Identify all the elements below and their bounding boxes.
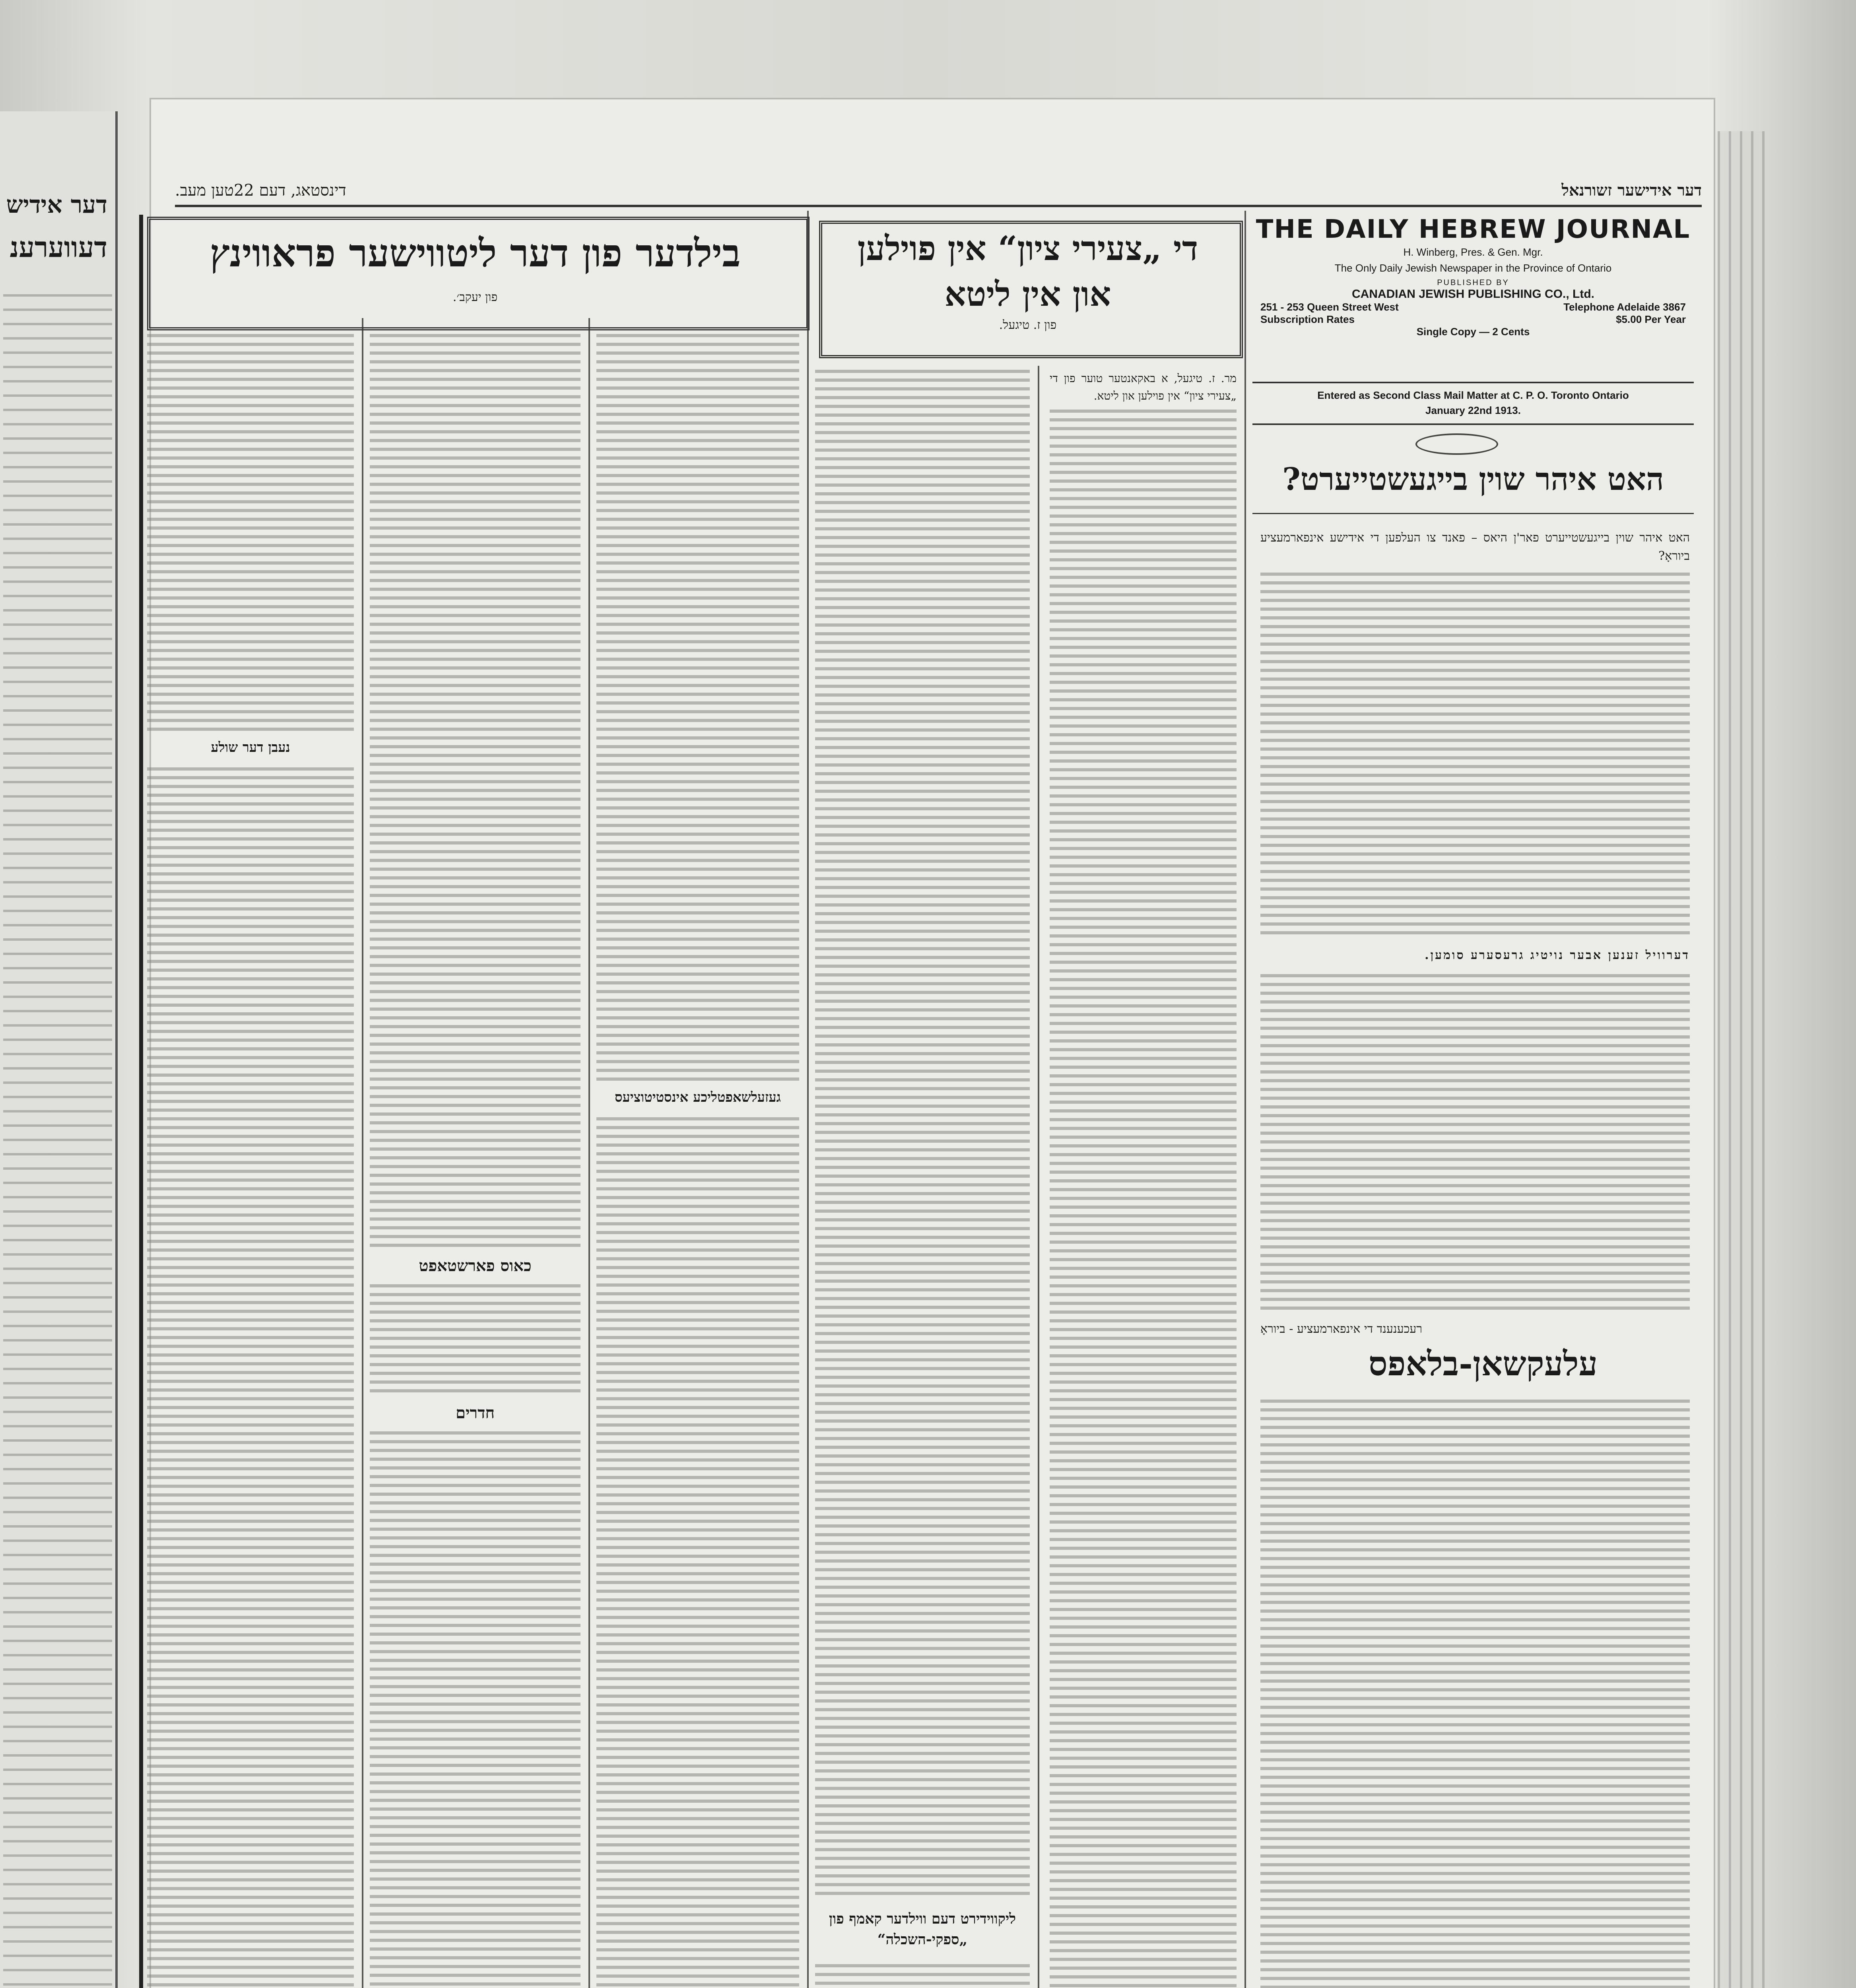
masthead-rule	[1252, 382, 1694, 383]
editorial-headline: האט איהר שוין בייגעשטייערט?	[1282, 461, 1664, 497]
entry-line-1: Entered as Second Class Mail Matter at C. P. O. Toronto Ontario	[1317, 389, 1629, 401]
left-section-heading: חדרים	[455, 1404, 495, 1422]
middle-text-block	[1050, 410, 1237, 1988]
masthead-rates-label: Subscription Rates	[1260, 313, 1355, 325]
middle-byline: פון ז. טיגעל.	[999, 318, 1057, 332]
editorial-subhead: עלעקשאן-בלאפס	[1368, 1344, 1598, 1383]
left-text-block	[596, 334, 799, 1081]
masthead-title: THE DAILY HEBREW JOURNAL	[1256, 215, 1691, 244]
column-rule	[588, 318, 590, 1988]
editorial-emphasis: דערוויל זענען אבער נויטיג גרעסערע סומען.	[1425, 948, 1690, 962]
left-text-block	[370, 334, 580, 1248]
column-rule	[1038, 366, 1039, 1988]
entry-line-2: January 22nd 1913.	[1425, 404, 1521, 416]
left-byline: פון יעקב׳.	[452, 290, 498, 304]
folio-date: דינסטאג, דעם 22טען מעב.	[175, 181, 346, 200]
left-text-block	[370, 1431, 580, 1988]
left-headline: בילדער פון דער ליטווישער פראווינץ	[210, 231, 741, 276]
editorial-signoff: רעכענענד די אינפארמעציע - ביוראָ	[1260, 1322, 1422, 1336]
headline-rule	[1252, 513, 1694, 514]
middle-text-block	[815, 1964, 1030, 1988]
masthead-rule	[1252, 423, 1694, 425]
folio-line	[175, 181, 1702, 205]
prev-page-heading: דעווערענ	[10, 231, 107, 264]
masthead-tagline: The Only Daily Jewish Newspaper in the Province of Ontario	[1334, 262, 1612, 274]
masthead-address: 251 - 253 Queen Street West	[1260, 301, 1399, 313]
left-text-block	[370, 1284, 580, 1396]
masthead-publisher: CANADIAN JEWISH PUBLISHING CO., Ltd.	[1351, 287, 1594, 301]
prev-page-heading: דער אידיש	[6, 191, 107, 219]
left-section-heading: נעבן דער שולע	[211, 740, 290, 755]
left-text-block	[147, 334, 354, 732]
top-rule	[175, 205, 1702, 207]
column-rule	[807, 211, 809, 1988]
masthead-telephone: Telephone Adelaide 3867	[1563, 301, 1686, 313]
editorial-text-block	[1260, 573, 1690, 938]
middle-text-block	[815, 370, 1030, 1901]
editorial-text-block	[1260, 1400, 1690, 1988]
masthead-address-row	[1252, 301, 1694, 313]
prev-page-text	[3, 294, 112, 1988]
previous-page-edge	[0, 111, 118, 1988]
middle-subhead: ליקווידירט דעם ווילדער קאמף פון „ספקי-השכלה“	[829, 1910, 1016, 1948]
left-section-heading: כאוס פארשטאפט	[419, 1256, 532, 1275]
left-section-heading: געזעלשאפטליכע אינסטיטוציעס	[615, 1089, 781, 1105]
column-rule	[139, 215, 143, 1988]
ornament-divider	[1415, 433, 1498, 455]
masthead-entry-notice	[1252, 388, 1694, 418]
masthead-manager: H. Winberg, Pres. & Gen. Mgr.	[1403, 246, 1543, 258]
column-rule	[362, 318, 363, 1988]
page-stack-edge	[1718, 131, 1765, 1988]
masthead-published-by: PUBLISHED BY	[1437, 278, 1509, 287]
folio-title: דער אידישער זשורנאל	[1561, 181, 1702, 200]
masthead-rates-row	[1252, 313, 1694, 326]
left-text-block	[147, 767, 354, 1988]
middle-intro: מר. ז. טיגעל, א באקאנטער טוער פון די „צעירי ציון“ אין פוילען און ליטא.	[1050, 372, 1237, 402]
editorial-text-block	[1260, 974, 1690, 1312]
editorial-paragraph: האט איהר שוין בייגעשטייערט פאר'ן היאס – פאנד צו העלפען די אידישע אינפארמעציע ביוראָ?	[1260, 531, 1690, 563]
middle-headline-line-1: די „צעירי ציון“ אין פוילען	[857, 229, 1198, 268]
middle-headline-line-2: און אין ליטא	[944, 274, 1111, 314]
masthead-single-copy: Single Copy — 2 Cents	[1416, 326, 1530, 338]
left-text-block	[596, 1117, 799, 1988]
column-rule	[1244, 211, 1246, 1988]
masthead	[1252, 215, 1694, 338]
masthead-rates-value: $5.00 Per Year	[1616, 313, 1686, 325]
